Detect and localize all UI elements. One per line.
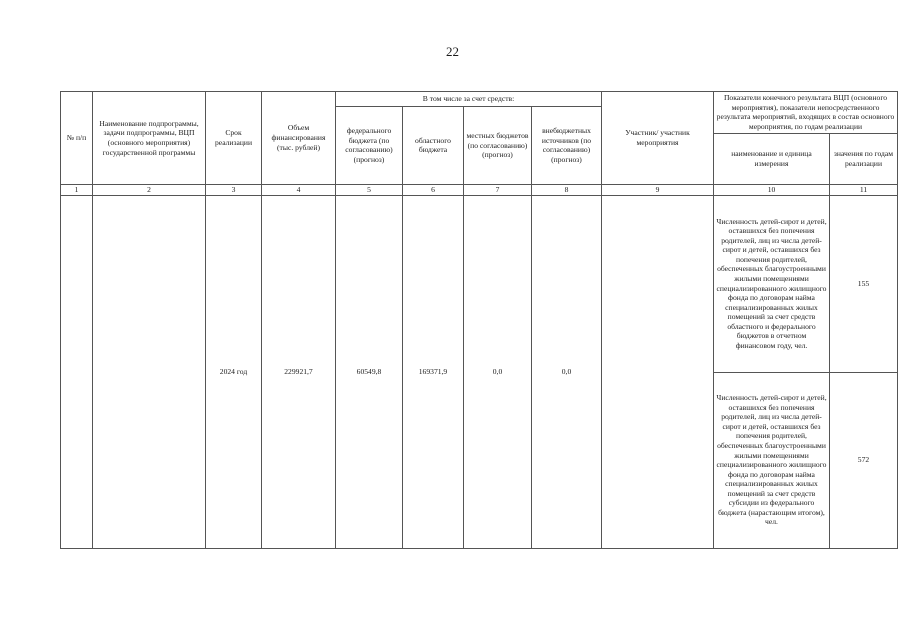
cell-volume: 229921,7 bbox=[262, 195, 336, 548]
column-number: 2 bbox=[93, 184, 206, 195]
header-extra: внебюджетных источников (по согласованию) (прогноз) bbox=[532, 107, 602, 185]
header-num: № п/п bbox=[61, 92, 93, 185]
column-number: 8 bbox=[532, 184, 602, 195]
column-number: 1 bbox=[61, 184, 93, 195]
header-indicator-name: наименование и единица измерения bbox=[714, 133, 830, 184]
column-number: 11 bbox=[830, 184, 898, 195]
cell-local: 0,0 bbox=[464, 195, 532, 548]
header-name: Наименование подпрограммы, задачи подпрограммы, ВЦП (основного мероприятия) государственной программы bbox=[93, 92, 206, 185]
header-volume: Объем финансирования (тыс. рублей) bbox=[262, 92, 336, 185]
cell-participant bbox=[602, 195, 714, 548]
header-federal: федерального бюджета (по согласованию) (прогноз) bbox=[336, 107, 403, 185]
financing-table bbox=[60, 91, 898, 549]
header-group-results: Показатели конечного результата ВЦП (основного мероприятия), показатели непосредственного результата мероприятий, входящих в состав основного мероприятия, по годам реализации bbox=[714, 92, 898, 134]
cell-indicator-name: Численность детей-сирот и детей, оставшихся без попечения родителей, лиц из числа детей-сирот и детей, оставшихся без попечения родителей, обеспеченных благоустроенными жилыми помещениями специализированного жилищного фонда по договорам найма специализированных жилых помещений за счет средств областного и федерального бюджетов в отчетном финансовом году, чел. bbox=[714, 195, 830, 372]
column-number: 6 bbox=[403, 184, 464, 195]
cell-name bbox=[93, 195, 206, 548]
cell-indicator-value: 572 bbox=[830, 372, 898, 548]
header-period: Срок реализации bbox=[206, 92, 262, 185]
column-number: 4 bbox=[262, 184, 336, 195]
header-regional: областного бюджета bbox=[403, 107, 464, 185]
header-local: местных бюджетов (по согласованию) (прогноз) bbox=[464, 107, 532, 185]
column-number: 10 bbox=[714, 184, 830, 195]
cell-period: 2024 год bbox=[206, 195, 262, 548]
column-number: 9 bbox=[602, 184, 714, 195]
header-group-sources: В том числе за счет средств: bbox=[336, 92, 602, 107]
cell-regional: 169371,9 bbox=[403, 195, 464, 548]
cell-federal: 60549,8 bbox=[336, 195, 403, 548]
column-number: 7 bbox=[464, 184, 532, 195]
header-indicator-value: значения по годам реализации bbox=[830, 133, 898, 184]
column-number: 3 bbox=[206, 184, 262, 195]
page-number: 22 bbox=[446, 44, 459, 59]
cell-indicator-value: 155 bbox=[830, 195, 898, 372]
cell-num bbox=[61, 195, 93, 548]
header-participant: Участник/ участник мероприятия bbox=[602, 92, 714, 185]
cell-extra: 0,0 bbox=[532, 195, 602, 548]
column-number: 5 bbox=[336, 184, 403, 195]
cell-indicator-name: Численность детей-сирот и детей, оставшихся без попечения родителей, лиц из числа детей-сирот и детей, оставшихся без попечения родителей, обеспеченных благоустроенными жилыми помещениями специализированного жилищного фонда по договорам найма специализированных жилых помещений за счет средств субсидии из федерального бюджета (нарастающим итогом), чел. bbox=[714, 372, 830, 548]
